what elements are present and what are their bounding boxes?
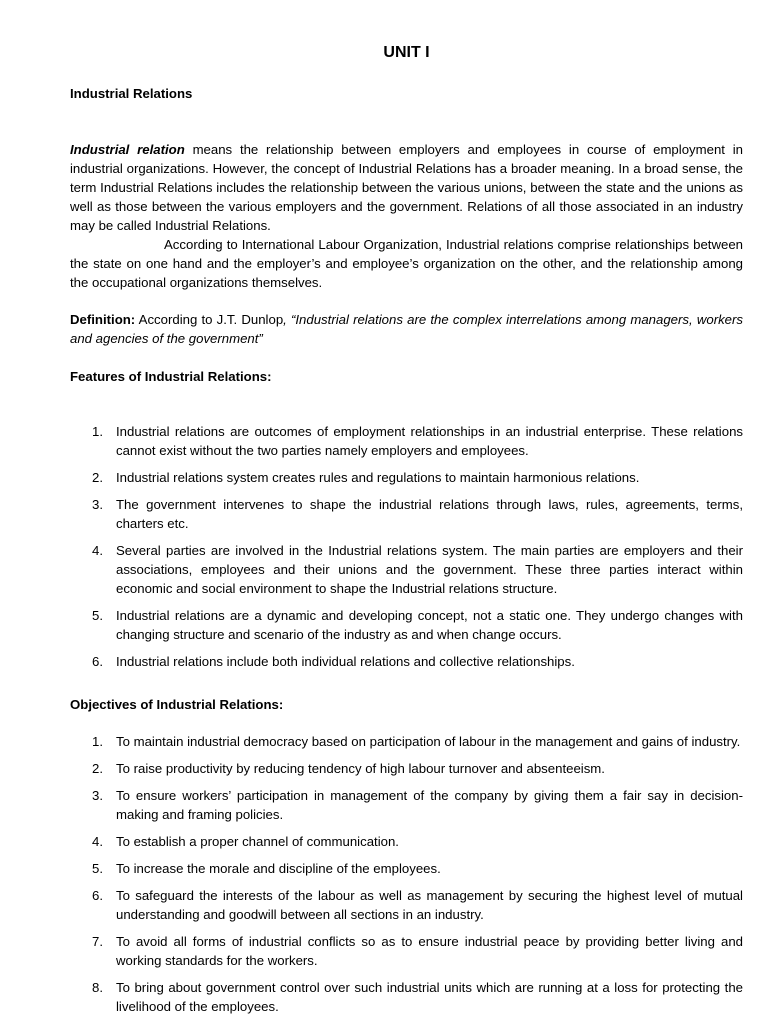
definition-paragraph (70, 310, 743, 348)
definition-lead: According to J.T. Dunlop (135, 312, 284, 327)
list-item: 7. To avoid all forms of industrial conflicts so as to ensure industrial peace by providing better living and working standards for the workers. (92, 934, 743, 968)
definition-label: Definition: (70, 312, 136, 327)
list-item: 3. To ensure workers’ participation in management of the company by giving them a fair say in decision-making and framing policies. (92, 788, 743, 822)
list-item: 4. To establish a proper channel of communication. (92, 834, 399, 849)
section-title: Industrial Relations (70, 86, 193, 101)
list-item: 5. To increase the morale and discipline of the employees. (92, 861, 441, 876)
list-item: 5. Industrial relations are a dynamic and developing concept, not a static one. They undergo changes with changing structure and scenario of the industry as and when change occurs. (92, 608, 743, 642)
list-item: 1. To maintain industrial democracy based on participation of labour in the management and gains of industry. (92, 734, 741, 749)
objectives-heading: Objectives of Industrial Relations: (70, 697, 284, 712)
unit-title: UNIT I (383, 44, 430, 61)
list-item: 2. To raise productivity by reducing tendency of high labour turnover and absenteeism. (92, 761, 605, 776)
features-heading: Features of Industrial Relations: (70, 369, 272, 384)
list-item: 6. To safeguard the interests of the labour as well as management by securing the highest level of mutual understanding and goodwill between all sections in an industry. (92, 888, 743, 922)
intro-paragraph (70, 140, 743, 292)
list-item: 3. The government intervenes to shape the industrial relations through laws, rules, agreements, terms, charters etc. (92, 497, 743, 531)
list-item: 4. Several parties are involved in the Industrial relations system. The main parties are employers and their associations, employees and their unions and the government. These three parties interact within economic and social environment to shape the Industrial relations structure. (92, 543, 743, 596)
list-item: 8. To bring about government control over such industrial units which are running at a loss for protecting the livelihood of the employees. (92, 980, 743, 1014)
ilo-paragraph: According to International Labour Organization, Industrial relations comprise relationships between the state on one hand and the employer’s and employee’s organization on the other, and the relationship among the occupational organizations themselves. (70, 237, 743, 290)
objectives-list (70, 732, 743, 1024)
list-item: 6. Industrial relations include both individual relations and collective relationships. (92, 654, 575, 669)
intro-term: Industrial relation (70, 142, 185, 157)
list-item: 1. Industrial relations are outcomes of employment relationships in an industrial enterprise. These relations cannot exist without the two parties namely employers and employees. (92, 424, 743, 458)
intro-text: means the relationship between employers and employees in course of employment in industrial organizations. However, the concept of Industrial Relations has a broader meaning. In a broad sense, the term Industrial Relations includes the relationship between the various unions, between the state and the unions as well as those between the various employers and the government. Relations of all those associated in an industry may be called Industrial Relations. (70, 142, 743, 233)
features-list (70, 422, 743, 679)
list-item: 2. Industrial relations system creates rules and regulations to maintain harmonious relations. (92, 470, 640, 485)
definition-quote: , “Industrial relations are the complex interrelations among managers, workers and agencies of the government” (70, 312, 743, 346)
